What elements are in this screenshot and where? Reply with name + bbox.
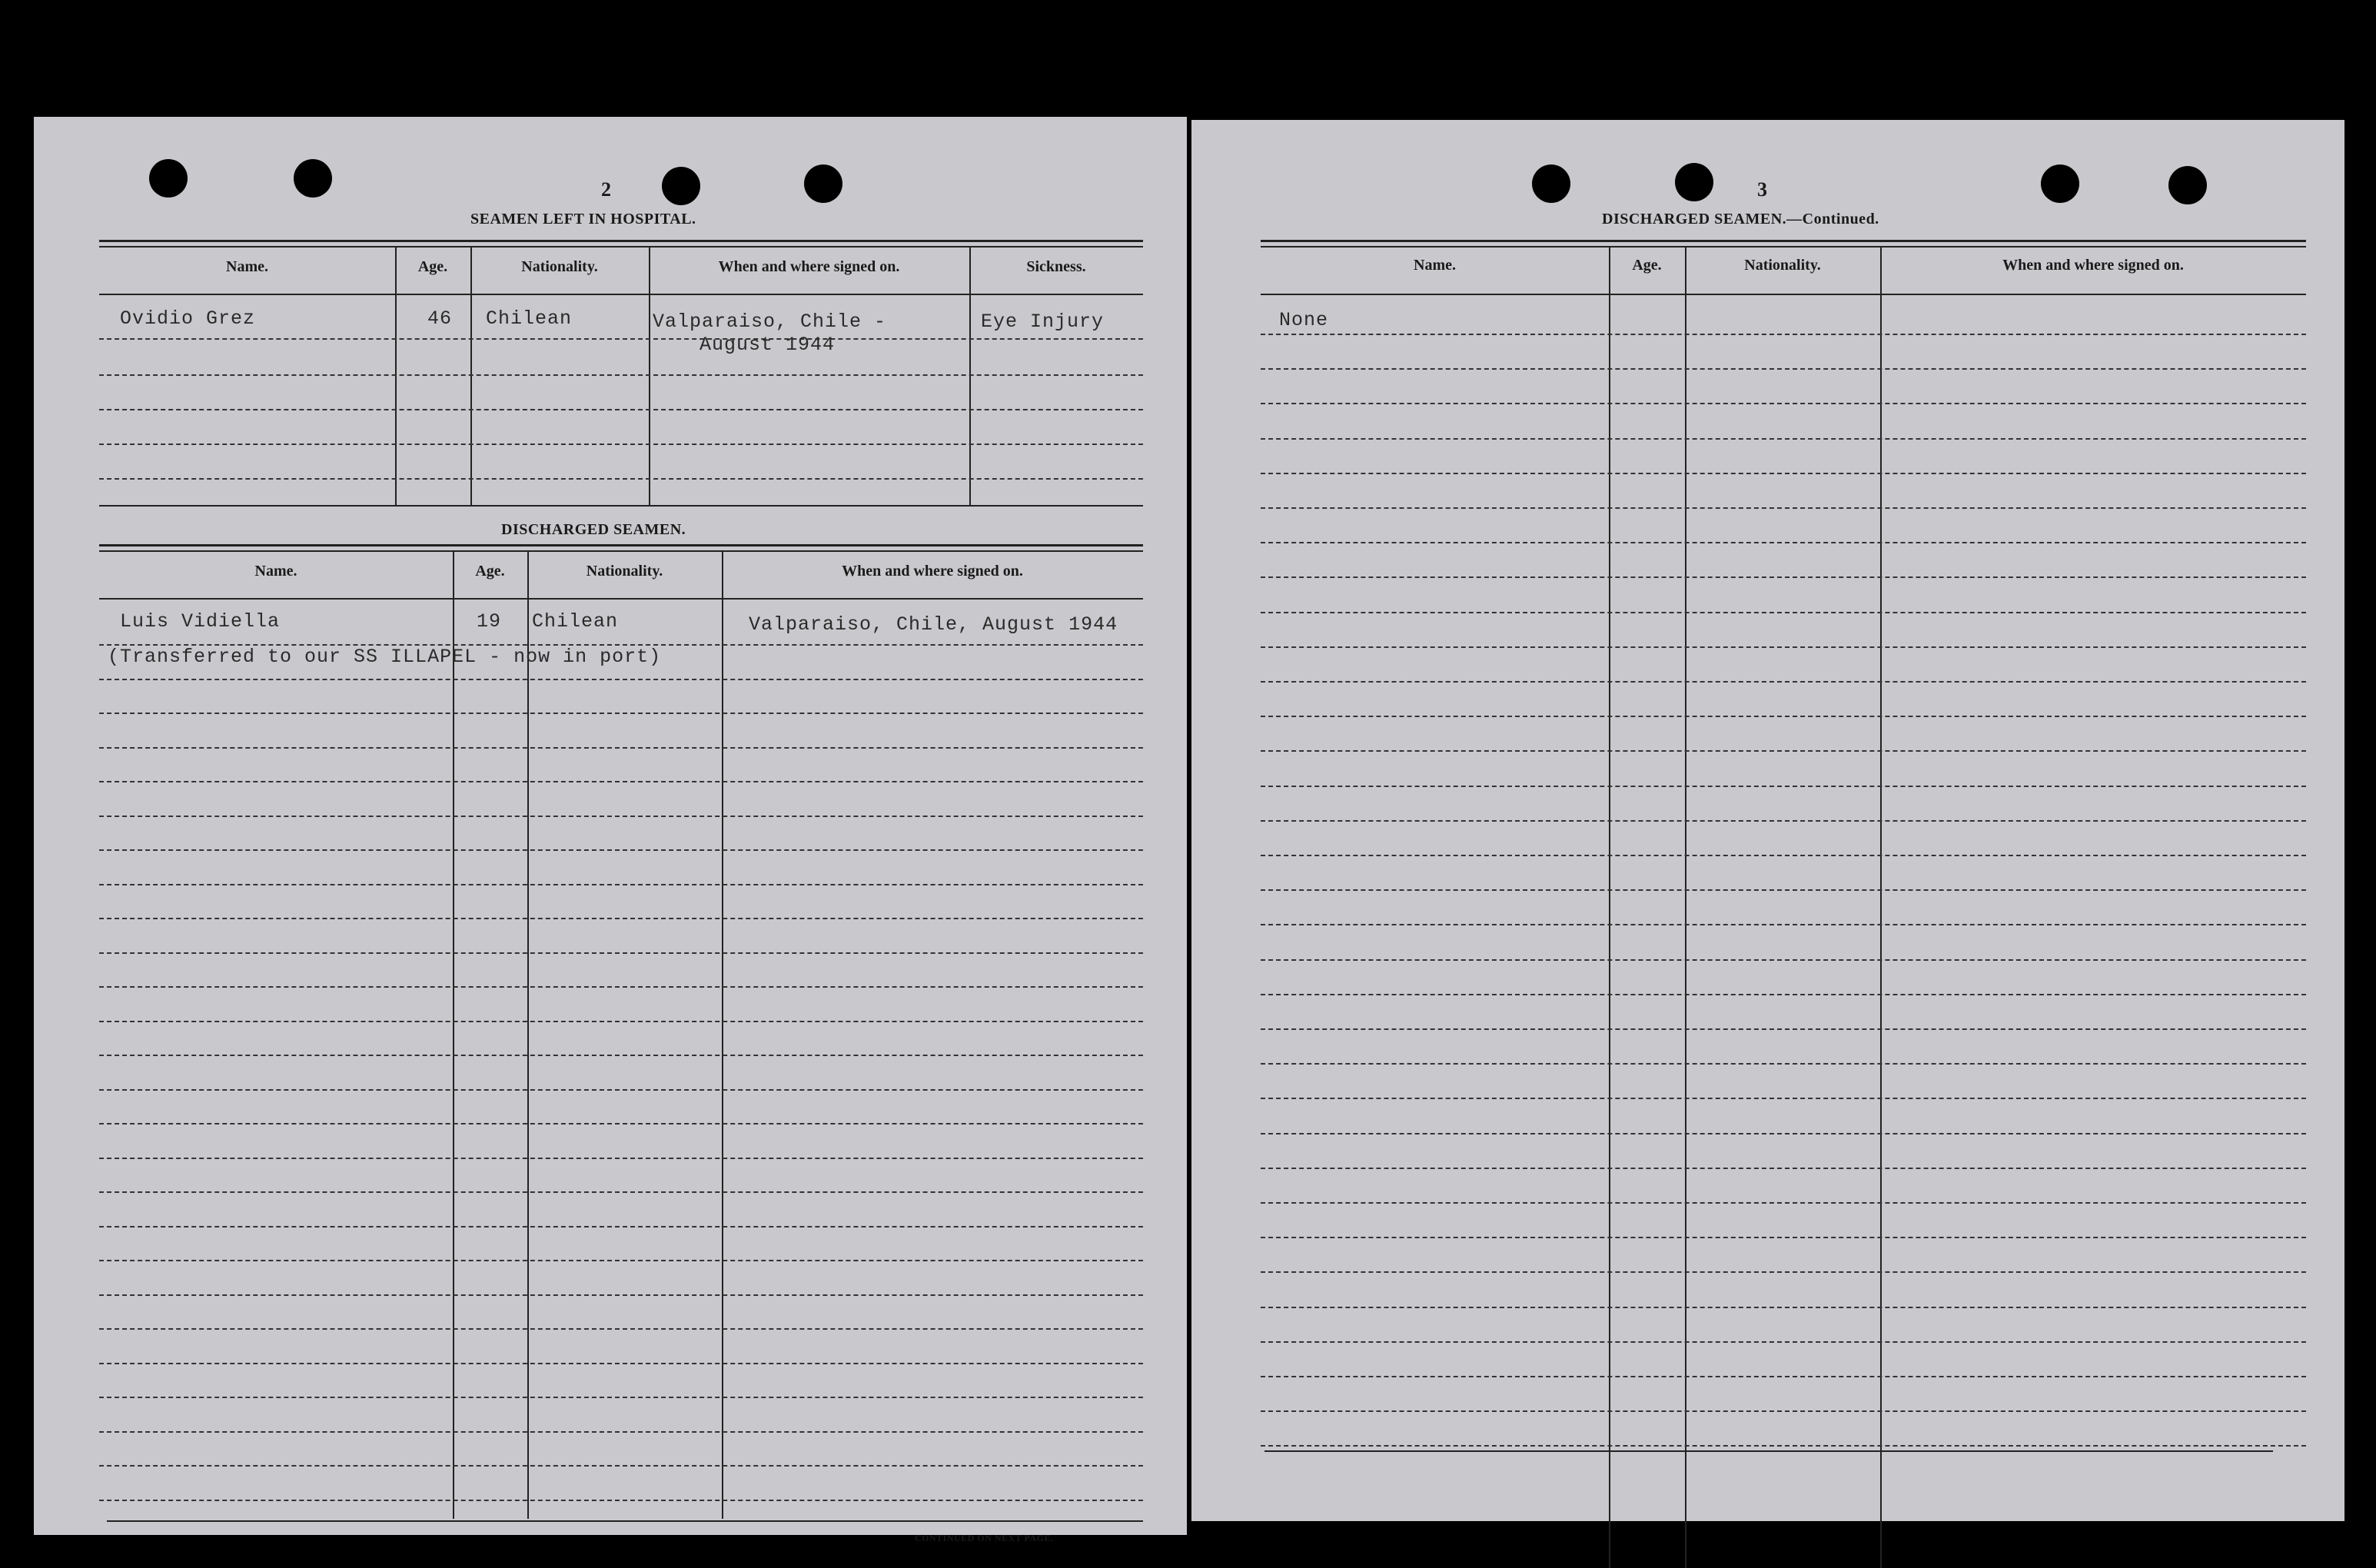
table-bottom-rule (107, 1520, 1143, 1522)
title-suffix: —Continued. (1786, 211, 1879, 228)
hospital-entry-signed-on: Valparaiso, Chile - (653, 311, 887, 333)
column-divider (649, 246, 650, 506)
row-line (1261, 507, 2306, 509)
row-line (99, 1089, 1143, 1091)
row-line (1261, 681, 2306, 683)
table-bottom-rule (1264, 1450, 2273, 1452)
hospital-entry-age: 46 (427, 307, 453, 330)
column-divider (1609, 246, 1610, 1568)
row-line (99, 1123, 1143, 1125)
header-age: Age. (417, 258, 448, 275)
row-line (1261, 1376, 2306, 1377)
row-line (99, 1363, 1143, 1364)
row-line (99, 747, 1143, 749)
row-line (99, 884, 1143, 885)
punch-hole (149, 159, 188, 198)
row-line (1261, 889, 2306, 891)
row-line (1261, 1237, 2306, 1238)
hospital-entry-name: Ovidio Grez (120, 307, 256, 330)
discharged-entry-nationality: Chilean (532, 610, 619, 633)
row-line (99, 1055, 1143, 1056)
row-line (1261, 786, 2306, 787)
column-divider (453, 550, 454, 1519)
punch-hole (1675, 163, 1713, 201)
column-divider (1880, 246, 1882, 1568)
punch-hole (2168, 166, 2207, 204)
hospital-entry-sickness: Eye Injury (981, 311, 1105, 333)
row-line (1261, 542, 2306, 543)
row-line (1261, 1028, 2306, 1030)
row-line (1261, 855, 2306, 856)
row-line (99, 1328, 1143, 1330)
row-line (99, 338, 1143, 340)
row-line (99, 1021, 1143, 1022)
column-divider (722, 550, 723, 1519)
column-divider (1685, 246, 1686, 1568)
row-line (1261, 1202, 2306, 1204)
header-signed-on: When and where signed on. (842, 563, 1023, 580)
header-rule (99, 598, 1143, 600)
row-line (1261, 994, 2306, 995)
table-rule (99, 544, 1143, 546)
table-rule (99, 550, 1143, 552)
row-line (99, 816, 1143, 817)
table-rule (99, 246, 1143, 247)
row-line (99, 849, 1143, 851)
row-line (99, 952, 1143, 954)
row-line (99, 1226, 1143, 1227)
header-name: Name. (1414, 257, 1456, 274)
row-line (1261, 1168, 2306, 1169)
discharged-entry-note: (Transferred to our SS ILLAPEL - now in port) (108, 646, 662, 668)
discharged-entry-name: None (1279, 309, 1329, 331)
discharged-continued-title (1602, 211, 1879, 228)
row-line (1261, 1133, 2306, 1134)
row-line (99, 781, 1143, 782)
row-line (1261, 368, 2306, 370)
header-rule (1261, 294, 2306, 295)
punch-hole (662, 167, 700, 205)
header-name: Name. (254, 563, 297, 580)
header-rule (99, 294, 1143, 295)
header-name: Name. (226, 258, 268, 275)
row-line (1261, 750, 2306, 752)
row-line (1261, 473, 2306, 474)
discharged-entry-age: 19 (477, 610, 502, 633)
row-line (1261, 612, 2306, 613)
row-line (99, 374, 1143, 376)
row-line (1261, 576, 2306, 578)
row-line (99, 1431, 1143, 1433)
header-nationality: Nationality. (586, 563, 663, 580)
header-age: Age. (1632, 257, 1662, 274)
row-line (1261, 403, 2306, 404)
header-nationality: Nationality. (1744, 257, 1821, 274)
header-signed-on: When and where signed on. (2002, 257, 2184, 274)
hospital-section-title: SEAMEN LEFT IN HOSPITAL. (470, 211, 696, 228)
row-line (1261, 1410, 2306, 1412)
row-line (99, 1294, 1143, 1296)
row-line (1261, 646, 2306, 648)
table-rule (1261, 246, 2306, 247)
row-line (1261, 924, 2306, 925)
punch-hole (804, 164, 842, 203)
header-age: Age. (475, 563, 505, 580)
left-page (34, 117, 1187, 1543)
hospital-entry-nationality: Chilean (486, 307, 573, 330)
column-divider (527, 550, 529, 1519)
page-number: 2 (601, 178, 611, 201)
header-sickness: Sickness. (1026, 258, 1086, 275)
row-line (1261, 959, 2306, 961)
discharged-entry-signed-on: Valparaiso, Chile, August 1944 (749, 613, 1118, 636)
row-line (99, 918, 1143, 919)
title-text: DISCHARGED SEAMEN. (1602, 211, 1787, 228)
row-line (1261, 820, 2306, 822)
page-number: 3 (1757, 178, 1767, 201)
row-line (1261, 1271, 2306, 1273)
row-line (1261, 1063, 2306, 1065)
row-line (99, 1158, 1143, 1159)
discharged-section-title: DISCHARGED SEAMEN. (501, 521, 686, 538)
table-rule (99, 240, 1143, 242)
row-line (1261, 1445, 2306, 1447)
punch-hole (2041, 164, 2079, 203)
row-line (99, 1500, 1143, 1501)
punch-hole (1532, 164, 1570, 203)
hospital-entry-signed-on-date: August 1944 (700, 334, 836, 356)
header-nationality: Nationality. (521, 258, 598, 275)
header-signed-on: When and where signed on. (718, 258, 900, 275)
row-line (99, 713, 1143, 714)
row-line (99, 1465, 1143, 1467)
row-line (1261, 334, 2306, 335)
column-divider (470, 246, 472, 506)
row-line (99, 1260, 1143, 1261)
discharged-entry-name: Luis Vidiella (120, 610, 281, 633)
column-divider (969, 246, 971, 506)
row-line (99, 1397, 1143, 1398)
row-line (99, 679, 1143, 680)
row-line (99, 478, 1143, 480)
continued-footer: CONTINUED ON NEXT PAGE. (915, 1533, 1054, 1543)
right-page (1191, 120, 2344, 1521)
punch-hole (294, 159, 332, 198)
row-line (1261, 438, 2306, 440)
row-line (1261, 716, 2306, 717)
row-line (99, 1191, 1143, 1193)
table-bottom-rule (99, 505, 1143, 507)
row-line (1261, 1307, 2306, 1308)
row-line (1261, 1341, 2306, 1343)
row-line (99, 986, 1143, 988)
column-divider (395, 246, 397, 506)
row-line (99, 443, 1143, 445)
row-line (1261, 1098, 2306, 1099)
row-line (99, 409, 1143, 410)
table-rule (1261, 240, 2306, 242)
